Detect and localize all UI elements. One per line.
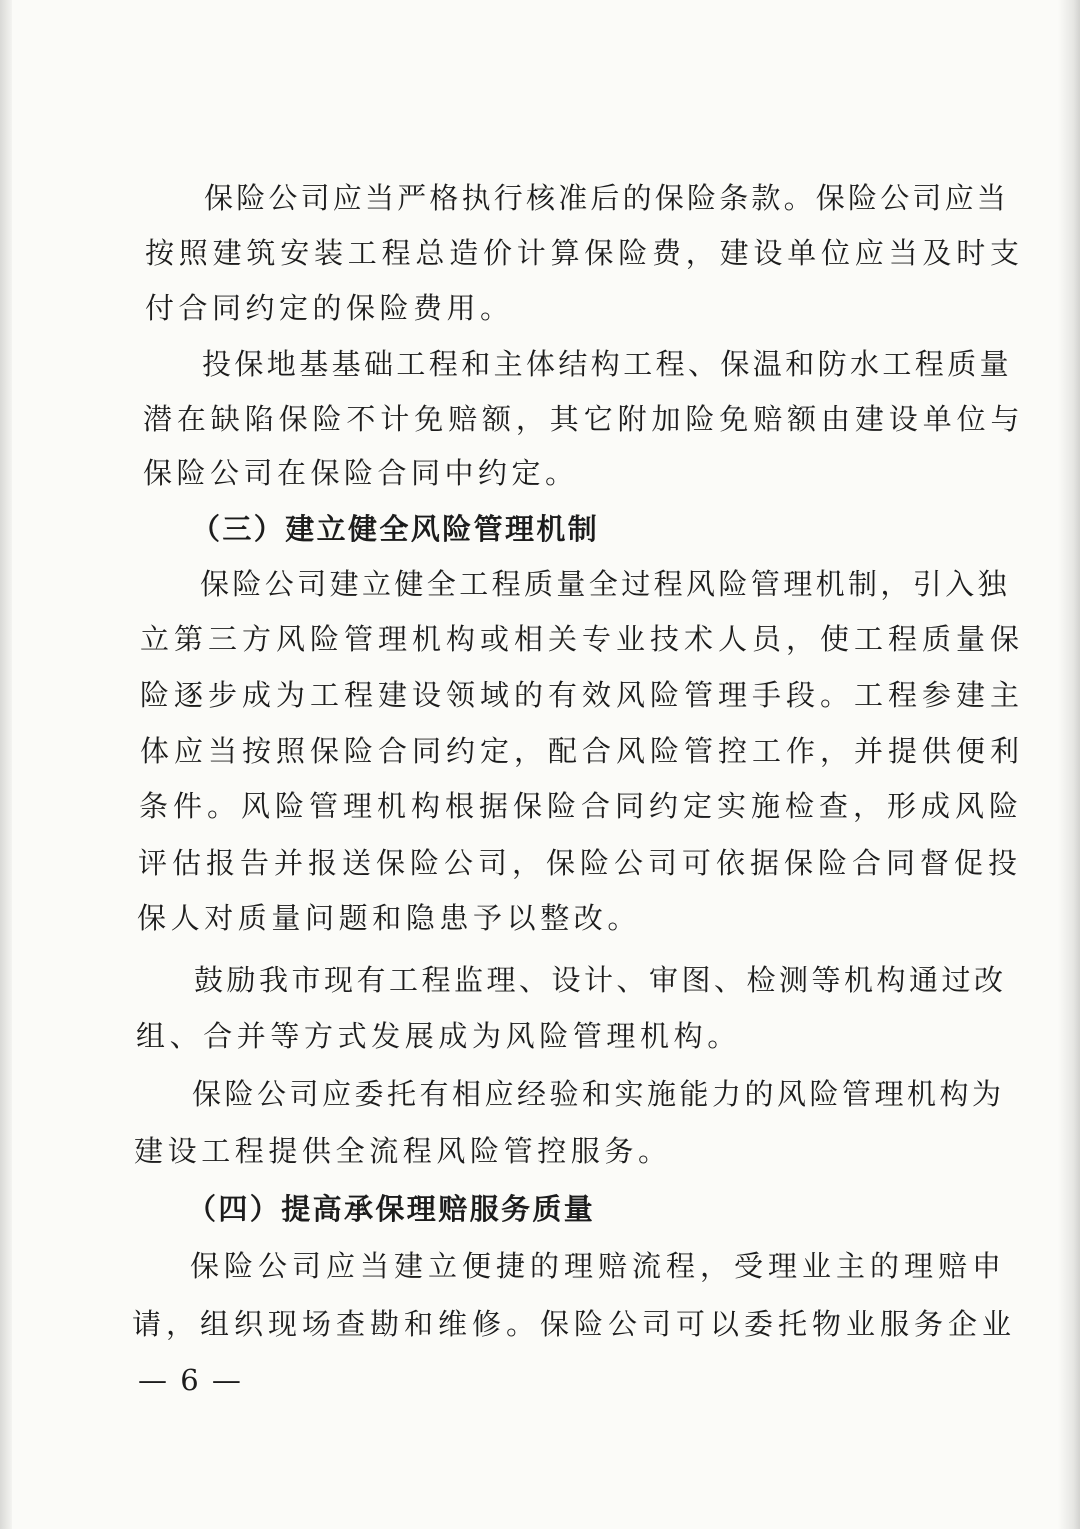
scan-edge-right (1058, 0, 1080, 1529)
paragraph-3-line-1: 保险公司建立健全工程质量全过程风险管理机制，引入独 (200, 567, 1011, 601)
scan-edge-left (0, 0, 12, 1529)
paragraph-1-line-3: 付合同约定的保险费用。 (145, 291, 514, 325)
section-heading-4: （四）提高承保理赔服务质量 (187, 1192, 596, 1226)
paragraph-1-line-1: 保险公司应当严格执行核准后的保险条款。保险公司应当 (204, 181, 1010, 215)
section-heading-3: （三）建立健全风险管理机制 (191, 512, 600, 546)
page-number: — 6 — (138, 1363, 243, 1397)
paragraph-3-line-7: 保人对质量问题和隐患予以整改。 (137, 901, 642, 935)
paragraph-3-line-5: 条件。风险管理机构根据保险合同约定实施检查，形成风险 (139, 789, 1024, 823)
paragraph-6-line-2: 请，组织现场查勘和维修。保险公司可以委托物业服务企业 (132, 1307, 1017, 1341)
paragraph-4-line-2: 组、合并等方式发展成为风险管理机构。 (136, 1019, 741, 1053)
paragraph-2-line-1: 投保地基基础工程和主体结构工程、保温和防水工程质量 (202, 347, 1013, 381)
paragraph-5-line-1: 保险公司应委托有相应经验和实施能力的风险管理机构为 (192, 1077, 1005, 1111)
paragraph-1-line-2: 按照建筑安装工程总造价计算保险费，建设单位应当及时支 (145, 236, 1024, 270)
paragraph-2-line-3: 保险公司在保险合同中约定。 (143, 456, 579, 490)
paragraph-2-line-2: 潜在缺陷保险不计免赔额，其它附加险免赔额由建设单位与 (143, 402, 1025, 436)
paragraph-4-line-1: 鼓励我市现有工程监理、设计、审图、检测等机构通过改 (194, 963, 1007, 997)
paragraph-3-line-2: 立第三方风险管理机构或相关专业技术人员，使工程质量保 (140, 622, 1025, 656)
paragraph-3-line-6: 评估报告并报送保险公司，保险公司可依据保险合同督促投 (138, 846, 1023, 880)
paragraph-3-line-4: 体应当按照保险合同约定，配合风险管控工作，并提供便利 (140, 734, 1025, 768)
paragraph-6-line-1: 保险公司应当建立便捷的理赔流程，受理业主的理赔申 (190, 1249, 1007, 1283)
paragraph-5-line-2: 建设工程提供全流程风险管控服务。 (134, 1134, 672, 1168)
paragraph-3-line-3: 险逐步成为工程建设领域的有效风险管理手段。工程参建主 (140, 678, 1025, 712)
